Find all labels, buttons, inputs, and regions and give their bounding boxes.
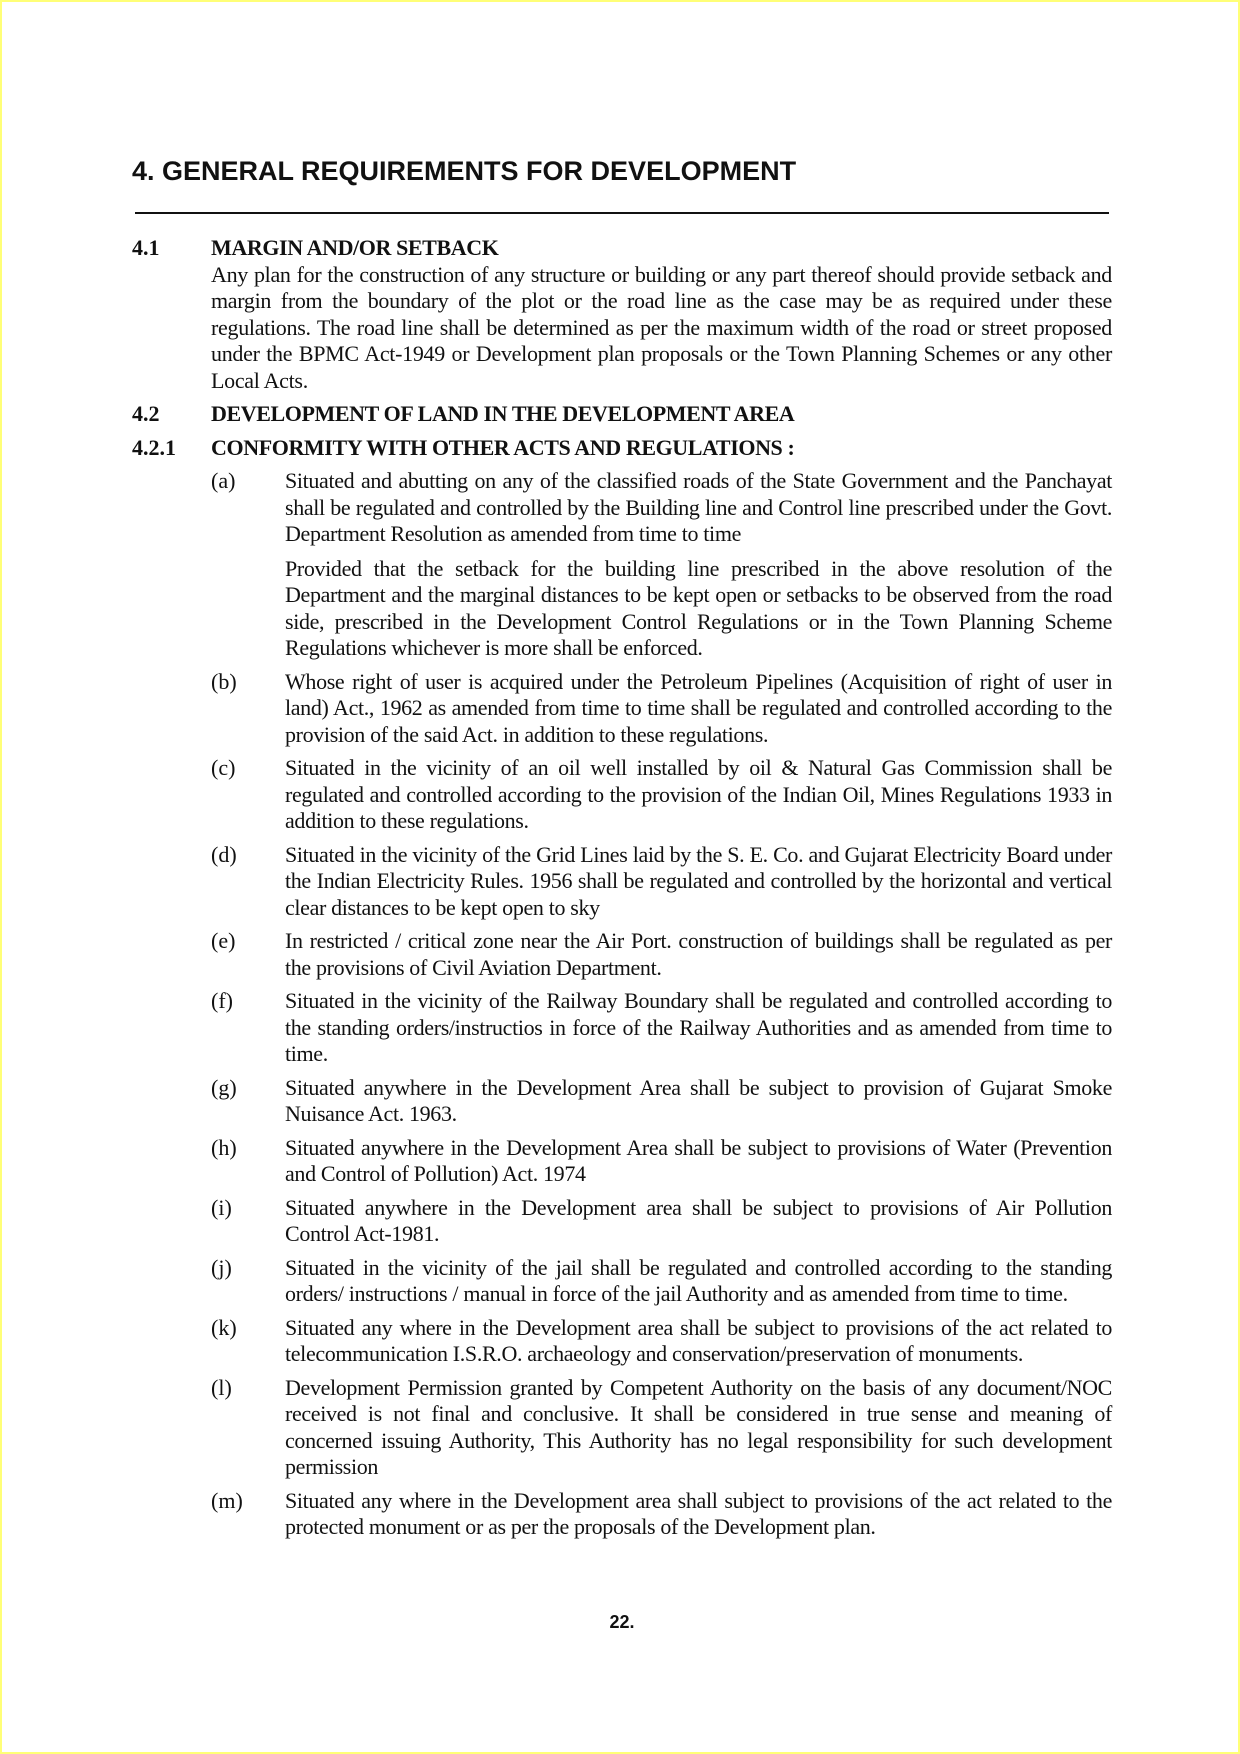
item-body [285,988,1112,1068]
list-item-c [211,755,1112,835]
item-body [285,1488,1112,1541]
list-item-k [211,1315,1112,1368]
item-text: Situated any where in the Development area shall subject to provisions of the act related to the protected monument or as per the proposals of the Development plan. [285,1487,1112,1539]
item-letter: (l) [211,1374,232,1400]
item-text: Situated in the vicinity of the Railway Boundary shall be regulated and controlled according to the standing orders/instructios in force of the Railway Authorities and as amended from time to time. [285,988,1112,1066]
item-body [285,468,1112,662]
list-item-b [211,669,1112,749]
list-item-f [211,988,1112,1068]
list-item-i [211,1195,1112,1248]
section-heading-4-1 [132,235,1112,262]
item-text: Situated anywhere in the Development Area shall be subject to provisions of Water (Prevention and Control of Pollution) Act. 1974 [285,1134,1112,1186]
item-body [285,1195,1112,1248]
list-item-j [211,1255,1112,1308]
item-body [285,842,1112,922]
item-body [285,1075,1112,1128]
item-letter: (i) [211,1194,232,1220]
item-body [285,669,1112,749]
item-letter: (b) [211,668,237,694]
section-number: 4.2.1 [132,434,176,460]
section-heading-4-2 [132,401,1112,428]
item-letter: (e) [211,928,236,953]
item-body [285,755,1112,835]
item-text: Situated anywhere in the Development area shall be subject to provisions of Air Pollution Control Act-1981. [285,1194,1112,1246]
item-body [285,1255,1112,1308]
item-text: Development Permission granted by Competent Authority on the basis of any document/NOC received is not final and conclusive. It shall be considered in true sense and meaning of concerned issuing Authority, This Authority has no legal responsibility for such development permission [285,1374,1112,1479]
item-letter: (d) [211,841,237,867]
item-letter: (j) [211,1254,232,1280]
list-item-h [211,1135,1112,1188]
item-body [285,1135,1112,1188]
item-letter: (a) [211,468,236,493]
section-paragraph-4-1: Any plan for the construction of any structure or building or any part thereof should provide setback and margin from the boundary of the plot or the road line as the case may be as required under these regulations. The road line shall be determined as per the maximum width of the road or street proposed under the BPMC Act-1949 or Development plan proposals or the Town Planning Schemes or any other Local Acts. [211,261,1112,393]
section-title: MARGIN AND/OR SETBACK [211,235,499,260]
list-item-a [211,468,1112,662]
item-proviso: Provided that the setback for the building line prescribed in the above resolution of the Department and the marginal distances to be kept open or setbacks to be observed from the road side, prescribed in the Development Control Regulations or in the Town Planning Scheme Regulations whichever is more shall be enforced. [285,555,1112,660]
item-text: Whose right of user is acquired under the Petroleum Pipelines (Acquisition of right of user in land) Act., 1962 as amended from time to time shall be regulated and controlled according to the provision of the said Act. in addition to these regulations. [285,668,1112,747]
section-number: 4.2 [132,401,160,426]
item-text: Situated in the vicinity of the jail shall be regulated and controlled according to the standing orders/ instructions / manual in force of the jail Authority and as amended from time to time. [285,1254,1112,1306]
list-item-g [211,1075,1112,1128]
item-text: Situated any where in the Development area shall be subject to provisions of the act related to telecommunication I.S.R.O. archaeology and conservation/preservation of monuments. [285,1314,1112,1366]
item-letter: (f) [211,988,233,1013]
item-text: Situated anywhere in the Development Area shall be subject to provision of Gujarat Smoke Nuisance Act. 1963. [285,1074,1112,1126]
page-number: 22. [609,1612,635,1632]
list-item-l [211,1375,1112,1481]
item-text: Situated and abutting on any of the classified roads of the State Government and the Panchayat shall be regulated and controlled by the Building line and Control line prescribed under the Govt. Department Resolution as amended from time to time [285,468,1112,546]
section-title: DEVELOPMENT OF LAND IN THE DEVELOPMENT AREA [211,401,795,426]
item-text: Situated in the vicinity of an oil well installed by oil & Natural Gas Commission shall be regulated and controlled according to the provision of the Indian Oil, Mines Regulations 1933 in addition to these regulations. [285,755,1112,833]
list-item-e [211,928,1112,981]
section-heading-4-2-1 [132,435,1112,462]
document-body [132,235,1112,1548]
item-letter: (m) [211,1487,243,1513]
list-item-m [211,1488,1112,1541]
item-body [285,1315,1112,1368]
item-letter: (k) [211,1314,237,1340]
item-body [285,1375,1112,1481]
item-letter: (h) [211,1134,237,1160]
regulation-list [132,468,1112,1541]
chapter-title: 4. GENERAL REQUIREMENTS FOR DEVELOPMENT [132,156,797,186]
section-number: 4.1 [132,235,160,260]
item-text: In restricted / critical zone near the Air Port. construction of buildings shall be regulated as per the provisions of Civil Aviation Department. [285,928,1112,980]
list-item-d [211,842,1112,922]
item-letter: (g) [211,1074,237,1100]
item-letter: (c) [211,755,236,780]
item-body [285,928,1112,981]
title-divider [135,212,1109,214]
item-text: Situated in the vicinity of the Grid Lines laid by the S. E. Co. and Gujarat Electricity Board under the Indian Electricity Rules. 1956 shall be regulated and controlled by the horizontal and vertical clear distances to be kept open to sky [285,841,1112,920]
section-title: CONFORMITY WITH OTHER ACTS AND REGULATIONS : [211,434,795,460]
